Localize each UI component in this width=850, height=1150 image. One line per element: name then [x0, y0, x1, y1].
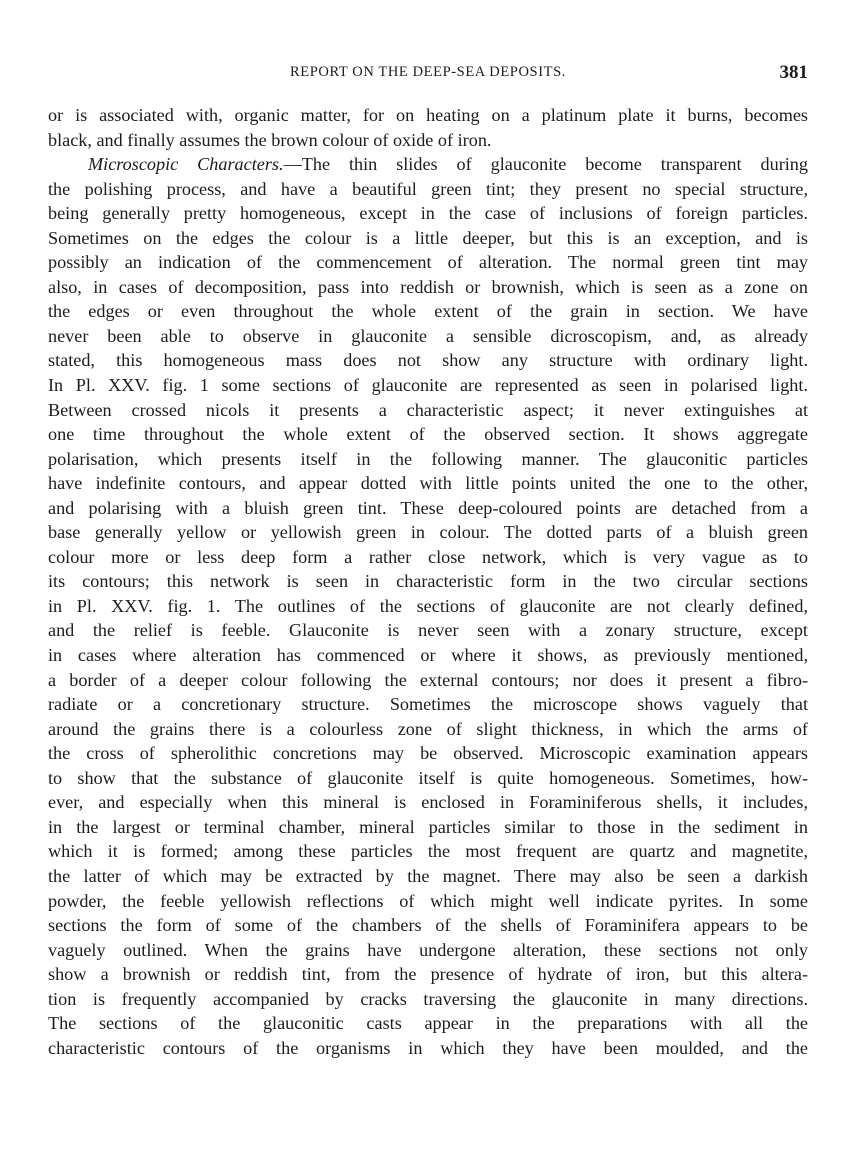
text-line: which it is formed; among these particles the most frequent are quartz and magnetite,: [48, 841, 808, 862]
running-header: [48, 62, 808, 86]
text-line: tion is frequently accompanied by cracks traversing the glauconite in many directions.: [48, 988, 808, 1009]
running-title: REPORT ON THE DEEP-SEA DEPOSITS.: [289, 64, 566, 80]
text-line: or is associated with, organic matter, for on heating on a platinum plate it burns, becomes: [48, 105, 808, 125]
text-line: show a brownish or reddish tint, from the presence of hydrate of iron, but this altera-: [48, 964, 808, 985]
text-line: stated, this homogeneous mass does not show any structure with ordinary light.: [48, 350, 808, 371]
text-line: possibly an indication of the commencement of alteration. The normal green tint may: [48, 252, 808, 273]
text-line: in the largest or terminal chamber, mineral particles similar to those in the sediment in: [48, 816, 808, 837]
text-line: being generally pretty homogeneous, except in the case of inclusions of foreign particles.: [48, 203, 808, 224]
text-line: sections the form of some of the chambers of the shells of Foraminifera appears to be: [48, 915, 808, 936]
text-line: and polarising with a bluish green tint. These deep-coloured points are detached from a: [48, 497, 808, 518]
text-line: to show that the substance of glauconite itself is quite homogeneous. Sometimes, how-: [48, 767, 808, 788]
text-line: black, and finally assumes the brown colour of oxide of iron.: [48, 129, 492, 150]
text-line: one time throughout the whole extent of the observed section. It shows aggregate: [48, 424, 808, 445]
text-line: Between crossed nicols it presents a characteristic aspect; it never extinguishes at: [48, 399, 808, 420]
text-line: base generally yellow or yellowish green in colour. The dotted parts of a bluish green: [48, 522, 808, 543]
text-line: polarisation, which presents itself in the following manner. The glauconitic particles: [48, 448, 808, 469]
text-line: vaguely outlined. When the grains have undergone alteration, these sections not only: [48, 939, 808, 960]
text-line: radiate or a concretionary structure. Sometimes the microscope shows vaguely that: [48, 694, 808, 715]
text-line: and the relief is feeble. Glauconite is never seen with a zonary structure, except: [48, 620, 808, 641]
body-text: [48, 103, 808, 1085]
text-line: In Pl. XXV. fig. 1 some sections of glauconite are represented as seen in polarised light.: [48, 375, 808, 396]
text-line: the edges or even throughout the whole extent of the grain in section. We have: [48, 301, 808, 322]
text-line: [48, 1060, 808, 1085]
text-line: a border of a deeper colour following the external contours; nor does it present a fibro-: [48, 669, 808, 690]
text-line: its contours; this network is seen in characteristic form in the two circular sections: [48, 571, 808, 592]
page-number: 381: [779, 62, 808, 83]
text-line: Sometimes on the edges the colour is a little deeper, but this is an exception, and is: [48, 227, 808, 248]
text-line: the cross of spherolithic concretions may be observed. Microscopic examination appears: [48, 743, 808, 764]
text-line: around the grains there is a colourless zone of slight thickness, in which the arms of: [48, 718, 808, 739]
text-line: The sections of the glauconitic casts appear in the preparations with all the: [48, 1013, 808, 1034]
text-line-rest: —The thin slides of glauconite become transparent during: [283, 154, 808, 175]
text-line: the latter of which may be extracted by the magnet. There may also be seen a darkish: [48, 865, 808, 886]
text-line: never been able to observe in glauconite a sensible dicroscopism, and, as already: [48, 325, 808, 346]
text-line: ever, and especially when this mineral is enclosed in Foraminiferous shells, it includes,: [48, 792, 808, 813]
text-line: powder, the feeble yellowish reflections of which might well indicate pyrites. In some: [48, 890, 808, 911]
section-heading: Microscopic Characters.: [88, 154, 284, 175]
text-line: also, in cases of decomposition, pass into reddish or brownish, which is seen as a zone on: [48, 276, 808, 297]
text-line: have indefinite contours, and appear dotted with little points united the one to the other,: [48, 473, 808, 494]
text-line: in cases where alteration has commenced or where it shows, as previously mentioned,: [48, 645, 808, 666]
text-line: the polishing process, and have a beautiful green tint; they present no special structure,: [48, 178, 808, 199]
text-line: colour more or less deep form a rather close network, which is very vague as to: [48, 546, 808, 567]
paragraph-start-line: [48, 152, 808, 177]
text-line: in Pl. XXV. fig. 1. The outlines of the sections of glauconite are not clearly defined,: [48, 595, 808, 616]
text-line: characteristic contours of the organisms in which they have been moulded, and the: [48, 1037, 808, 1058]
